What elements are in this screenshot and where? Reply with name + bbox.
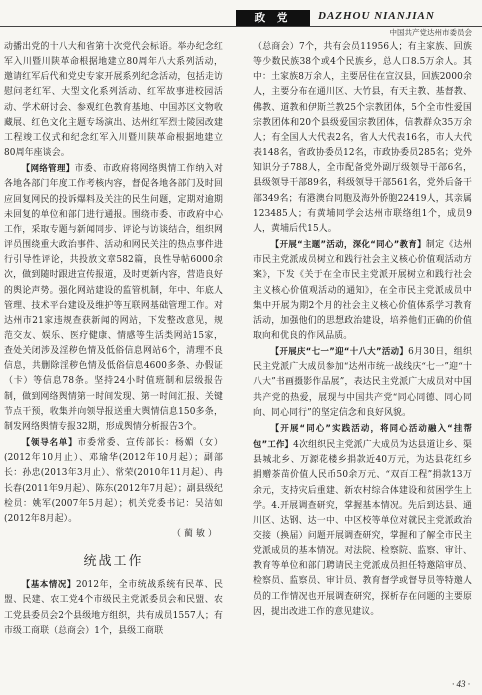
label-july-first: 【开展庆“七一”迎“十八大”活动】 xyxy=(270,346,409,357)
paragraph-statistics: （总商会）7个，共有会员11956人；有主家族、回族等少数民族38个或4个民族乡，总人口8.5万余人。其中：土家族8万余人，主要居住在宣汉县，回族2000余人，主要分布在通川区、大竹县，有天主教、基督教、佛教、道教和伊斯兰教25个宗教团体，5个全市性爱国宗教团体和20个县级爱国宗教团体，信教群众35万余人；有全国人大代表2名，省人大代表16名，市人大代表148名，省政协委员12名，市政协委员285名；党外知识分子788人，全市配备党外副厅级领导干部6名，县级领导干部89名，科级领导干部561名，党外后备干部349名；有港澳台同胞及海外侨胞22419人，其亲属123485人；有黄埔同学会达州市联络组1个，成员9人，黄埔后代15人。 xyxy=(253,42,472,234)
label-basic-situation: 【基本情况】 xyxy=(21,579,76,590)
paragraph-basic-situation xyxy=(4,577,223,639)
author-signature: （ 蔺 敏 ） xyxy=(171,529,217,539)
paragraph-theme-activity xyxy=(253,237,472,344)
label-leaders: 【领导名单】 xyxy=(21,437,78,448)
paragraph-tongxin-practice xyxy=(253,421,472,620)
label-tongxin-practice: 【开展“同心”实践活动，将同心活动融入“挂帮包”工作】 xyxy=(253,422,472,450)
label-network-management: 【网络管理】 xyxy=(21,163,75,174)
page-number: · 43 · xyxy=(452,679,470,689)
yearbook-title: DAZHOU NIANJIAN xyxy=(318,10,435,22)
paragraph-july-first xyxy=(253,344,472,421)
text-network-management: 市委、市政府将网络舆情工作纳入对各地各部门年度工作考核内容，督促各地各部门及时回应回复网民的投诉爆料及关注的民生问题，定期对逾期未回复的单位和部门进行通报。围绕市委、市政府中心工作，采取专题与新闻同步、评论与访谈结合，组织网评员围绕重大政治事件、活动和网民关注的热点事件进行引导性评论，共投放文章582篇，良性导帖6000余次，做到随时跟进宣传报道，及时更新内容，营造良好的舆论声势。强化网站建设的监管机制，年中、年底人管理、技术平台建设及维护等互联网基础管理工作。对达州市21家违规查获新闻的网站，下发整改意见，规范交友、娱乐、医疗健康、情感等生活类网站15家，查处关闭涉及淫秽色情及低俗信息网站6个，清理不良信息，共删除淫秽色情及低俗信息4600多条、办假证（卡）等信息78条。坚持24小时值班制和层级报告制，做到网络舆情第一时间发现、第一时间汇报、关键节点干预，收集并向领导报送重大舆情信息150多条，制发网络舆情专报32期，形成舆情分析报告3个。 xyxy=(4,164,223,432)
section-title-united-front: 统战工作 xyxy=(83,554,144,570)
label-theme-activity: 【开展“主题”活动，深化“同心”教育】 xyxy=(270,239,426,250)
text-tongxin-practice: 4次组织民主党派广大成员为达县道让乡、渠县城北乡、万源花楼乡捐款近40万元，为达县花红乡捐赠茶苗价值人民币50余万元、“双百工程”捐款13万余元，支持灾后重建、新农村综合体建设和贫困学生上学。4.开展调查研究，掌握基本情况。先后到达县、通川区、达钢、达一中、中区校等单位对就民主党派政治交接（换届）问题开展调查研究，掌握和了解全市民主党派成员的基本情况。对法院、检察院、监察、审计、教育等单位和部门聘请民主党派成员担任特邀陪审员、检察员、监察员、审计员、教育督学或督导员等特邀人员的工作情况也开展调查研究，探析存在问题的主要原因，提出改进工作的意见建议。 xyxy=(253,440,472,617)
paragraph-commemoration: 动播出党的十八大和省第十次党代会标语。举办纪念红军入川暨川陕革命根据地建立80周年八大系列活动，邀请红军后代和党史专家开展系列纪念活动，包括走访慰问老红军、大型文化系列活动、红军故事进校园活动、学术研讨会、参观红色教育基地、中国苏区文物收藏展、红色文化主题专场演出、达州红军烈士陵园改建工程竣工仪式和纪念红军入川暨川陕革命根据地建立80周年座谈会。 xyxy=(4,42,223,159)
text-theme-activity: 制定《达州市民主党派成员树立和践行社会主义核心价值观活动方案》，下发《关于在全市民主党派开展树立和践行社会主义核心价值观活动的通知》，在全市民主党派成员中集中开展为期2个月的社会主义核心价值体系学习教育活动，加强他们的思想政治建设，培养他们正确的价值取向和优良的作风品质。 xyxy=(253,240,473,341)
header-subtitle: 中国共产党达州市委员会 xyxy=(389,28,472,37)
right-column xyxy=(253,40,472,685)
left-column xyxy=(4,40,223,685)
paragraph-leaders xyxy=(4,435,223,527)
paragraph-network-management xyxy=(4,161,223,435)
section-tag: 政 党 xyxy=(236,10,310,26)
text-basic-situation: 2012年，全市统战系统有民革、民盟、民建、农工党4个市级民主党派委员会和民盟、农工党县委员会2个县级地方组织，共有成员1557人；有市级工商联（总商会）1个，县级工商联 xyxy=(4,580,223,636)
text-july-first: 6月30日，组织民主党派广大成员参加“达州市统一战线庆“七一”迎“十八大”书画摄影作品展”，表达民主党派广大成员对中国共产党的热爱，展现与中国共产党“同心同德、同心同向、同心同行”的坚定信念和良好风貌。 xyxy=(253,347,472,418)
text-leaders: 市委常委、宣传部长：杨媚（女）(2012年10月止）、邓瑜华(2012年10月起）；副部长：孙忠(2013年3月止）、常荣(2010年11月起）、冉长春(2011年9月起）、陈东(2012年7月起）；副县级纪检员：姚军(2007年5月起）；机关党委书记：吴洁如(2012年8月起）。 xyxy=(4,438,224,524)
page-header xyxy=(0,0,482,40)
